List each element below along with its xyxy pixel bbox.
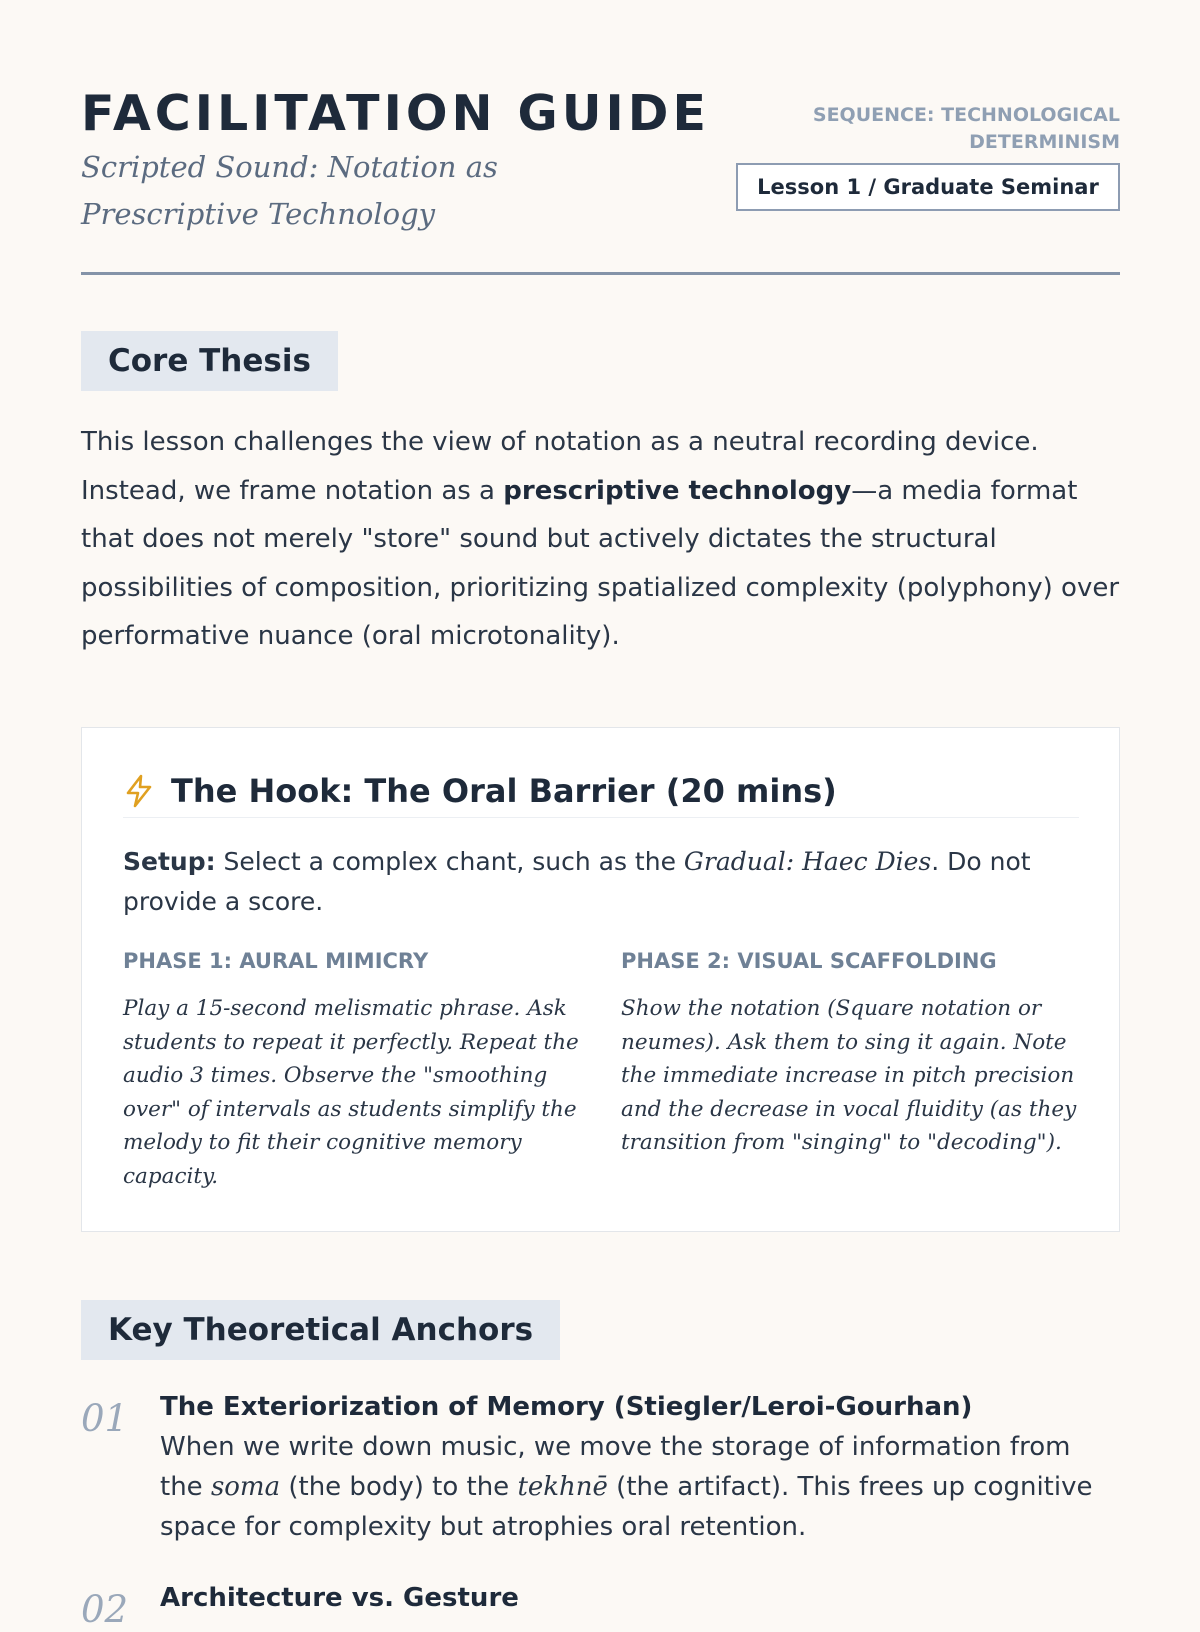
theoretical-anchors-heading: Key Theoretical Anchors: [81, 1300, 560, 1360]
anchor-term: tekhnē: [517, 1472, 608, 1502]
anchor-term: soma: [210, 1472, 281, 1502]
anchor-text: [160, 1427, 1120, 1547]
lightning-icon: [123, 774, 155, 808]
anchor-text-part: (the artifact). This frees up cognitive space for complexity but atrophies oral retention.: [160, 1472, 1093, 1542]
anchor-text-part: (the body) to the: [280, 1472, 518, 1502]
core-thesis-text: [81, 418, 1120, 661]
thesis-text-end: —a media format that does not merely "store" sound but actively dictates the structural possibilities of composition, prioritizing spatialized complexity (polyphony) over performative nuance (oral microtonality).: [81, 475, 1120, 651]
anchor-body: [160, 1578, 1120, 1618]
phase-label: PHASE 1: AURAL MIMICRY: [123, 949, 429, 973]
anchor-text-part: When we write down music, we move the storage of information from the: [160, 1432, 1071, 1502]
core-thesis-heading: Core Thesis: [81, 331, 338, 391]
anchor-title: Architecture vs. Gesture: [160, 1583, 519, 1613]
hook-title: The Hook: The Oral Barrier (20 mins): [171, 772, 837, 810]
hook-card: [81, 727, 1120, 1232]
setup-text-end: . Do not provide a score.: [123, 847, 1031, 916]
thesis-key-term: prescriptive technology: [503, 475, 852, 506]
setup-text-start: Select a complex chant, such as the: [215, 847, 684, 876]
phase-text: Show the notation (Square notation or neumes). Ask them to sing it again. Note the immediate increase in pitch precision and the decrease in vocal fluidity (as they transition from "singing" to "decoding").: [621, 996, 1077, 1155]
setup-label: Setup:: [123, 847, 216, 876]
anchor-body: [160, 1387, 1120, 1547]
lesson-badge: Lesson 1 / Graduate Seminar: [736, 163, 1120, 211]
hook-title-row: [123, 770, 1079, 818]
setup-work-title: Gradual: Haec Dies: [683, 847, 932, 876]
facilitation-guide-page: [81, 0, 1120, 1631]
phase-text: Play a 15-second melismatic phrase. Ask students to repeat it perfectly. Repeat the audio 3 times. Observe the "smoothing over" of intervals as students simplify the melody to fit their cognitive memory capacity.: [123, 996, 579, 1189]
phase-1: [123, 946, 579, 1193]
sequence-label: SEQUENCE: TECHNOLOGICAL DETERMINISM: [812, 104, 1120, 153]
phase-2: [621, 946, 1077, 1160]
hook-setup: [123, 842, 1079, 922]
document-title: FACILITATION GUIDE: [81, 85, 710, 142]
document-subtitle: Scripted Sound: Notation as Prescriptive Technology: [81, 150, 498, 231]
anchor-number: 01: [81, 1397, 129, 1440]
phase-label: PHASE 2: VISUAL SCAFFOLDING: [621, 949, 997, 973]
anchor-number: 02: [81, 1588, 129, 1631]
header-divider: [81, 272, 1120, 275]
anchor-title: The Exteriorization of Memory (Stiegler/Leroi-Gourhan): [160, 1392, 973, 1422]
thesis-text-start: This lesson challenges the view of notation as a neutral recording device. Instead, we frame notation as a: [81, 427, 1039, 506]
guide-header: [81, 86, 1120, 276]
